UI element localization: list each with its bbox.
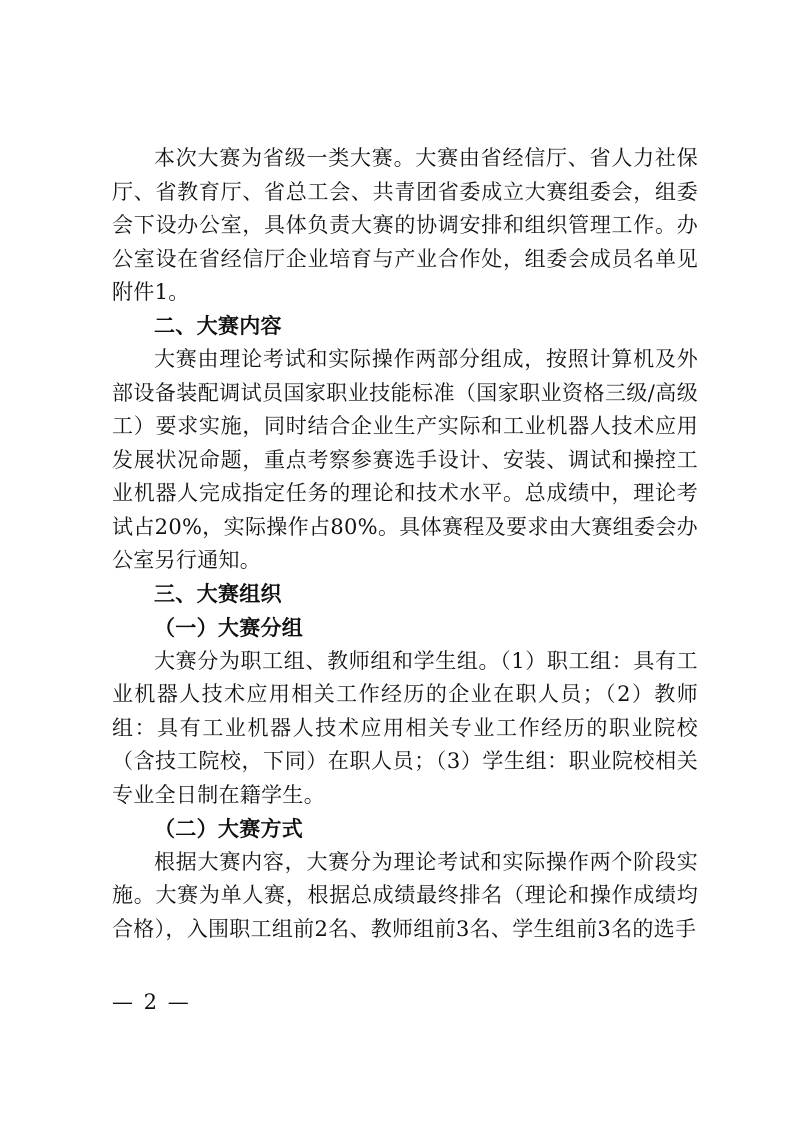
document-body (112, 142, 698, 946)
subheading-contest-groups: （一）大赛分组 (154, 615, 304, 640)
paragraph-contest-content: 大赛由理论考试和实际操作两部分组成，按照计算机及外部设备装配调试员国家职业技能标准（国家职业资格三级/高级工）要求实施，同时结合企业生产实际和工业机器人技术应用发展状况命题，重点考察参赛选手设计、安装、调试和操控工业机器人完成指定任务的理论和技术水平。总成绩中，理论考试占20%，实际操作占80%。具体赛程及要求由大赛组委会办公室另行通知。 (112, 347, 698, 572)
paragraph-organization: 本次大赛为省级一类大赛。大赛由省经信厅、省人力社保厅、省教育厅、省总工会、共青团省委成立大赛组委会，组委会下设办公室，具体负责大赛的协调安排和组织管理工作。办公室设在省经信厅企业培育与产业合作处，组委会成员名单见附件1。 (112, 146, 698, 304)
paragraph-contest-method: 根据大赛内容，大赛分为理论考试和实际操作两个阶段实施。大赛为单人赛，根据总成绩最终排名（理论和操作成绩均合格），入围职工组前2名、教师组前3名、学生组前3名的选手 (112, 849, 698, 941)
paragraph-contest-groups: 大赛分为职工组、教师组和学生组。（1）职工组：具有工业机器人技术应用相关工作经历的企业在职人员；（2）教师组：具有工业机器人技术应用相关专业工作经历的职业院校（含技工院校，下同）在职人员；（3）学生组：职业院校相关专业全日制在籍学生。 (112, 648, 698, 807)
heading-contest-organization: 三、大赛组织 (154, 581, 282, 606)
subheading-contest-method: （二）大赛方式 (154, 816, 304, 841)
page-number: — 2 — (112, 990, 191, 1014)
heading-contest-content: 二、大赛内容 (154, 313, 282, 338)
